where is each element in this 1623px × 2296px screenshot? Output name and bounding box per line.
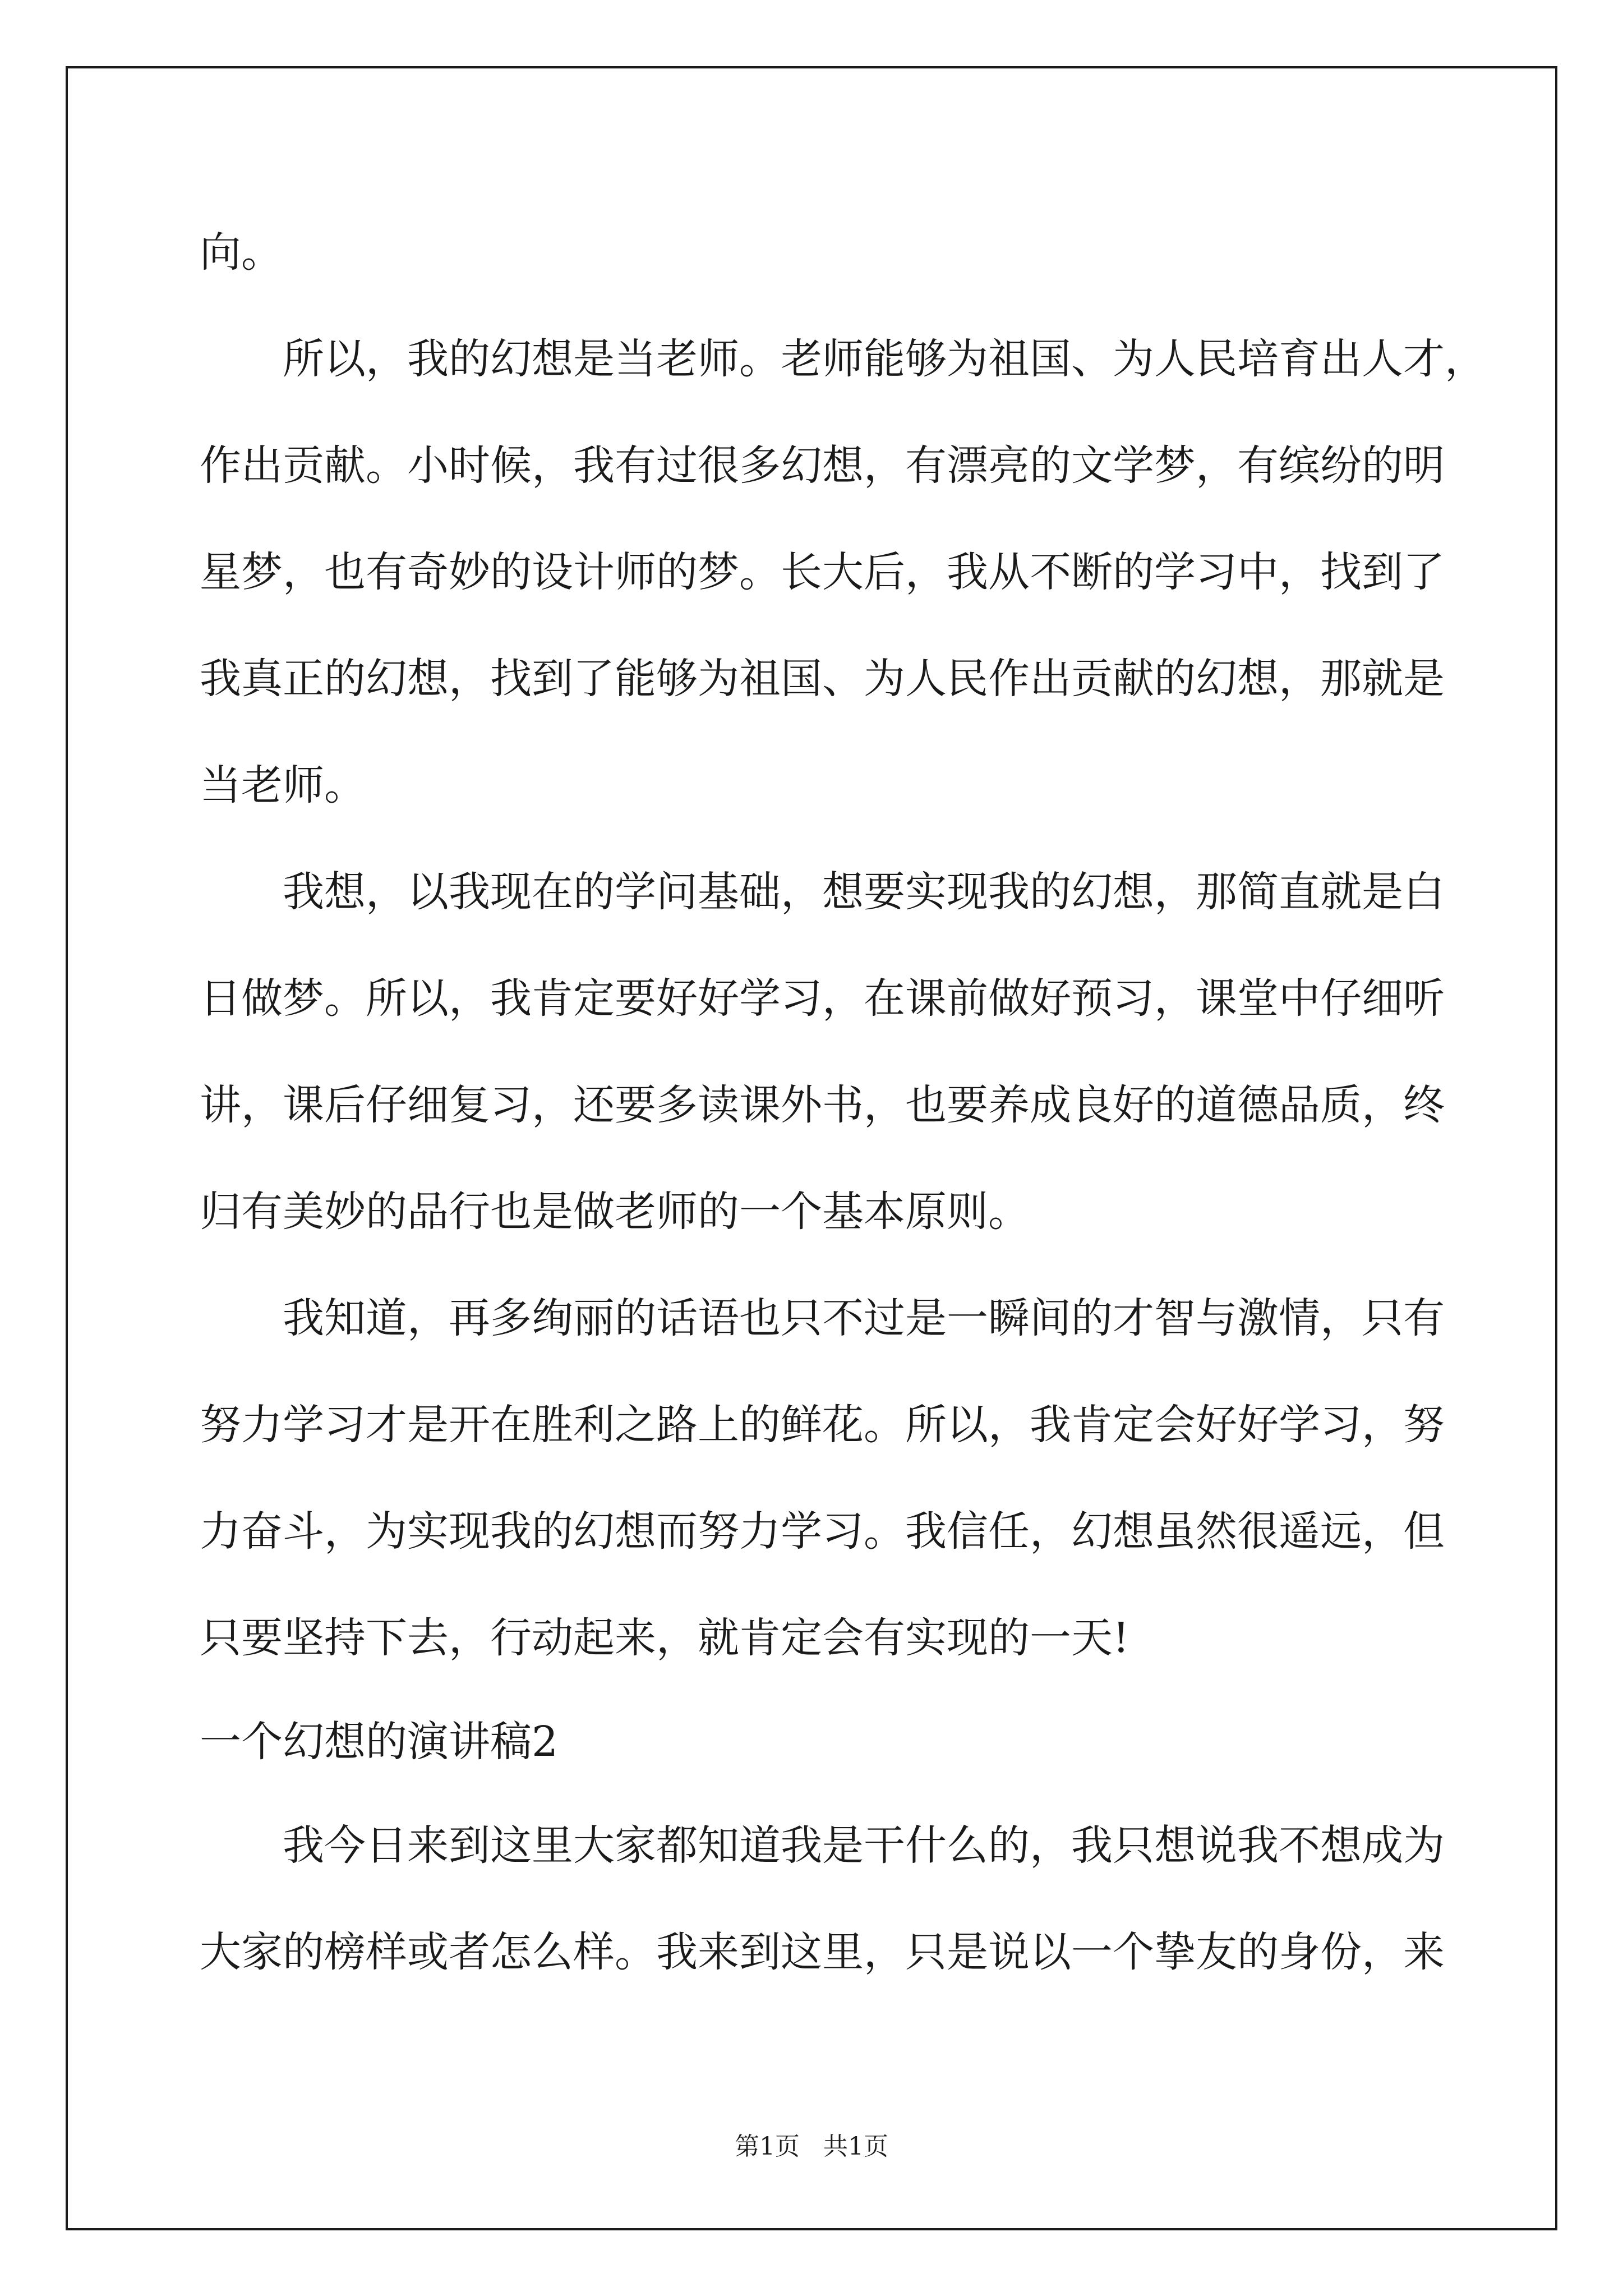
- page-number: 第1页: [735, 2132, 800, 2161]
- section-heading: 一个幻想的演讲稿2: [200, 1718, 559, 1766]
- text-line: 作出贡献。小时候，我有过很多幻想，有漂亮的文学梦，有缤纷的明: [200, 441, 1445, 490]
- text-line: 星梦，也有奇妙的设计师的梦。长大后，我从不断的学习中，找到了: [200, 548, 1445, 596]
- text-line: 大家的榜样或者怎么样。我来到这里，只是说以一个挚友的身份，来: [200, 1928, 1445, 1976]
- text-line: 讲，课后仔细复习，还要多读课外书，也要养成良好的道德品质，终: [200, 1081, 1445, 1129]
- text-line: 归有美妙的品行也是做老师的一个基本原则。: [200, 1188, 1030, 1236]
- paragraph-first-line: 所以，我的幻想是当老师。老师能够为祖国、为人民培育出人才，: [283, 335, 1486, 383]
- text-line: 努力学习才是开在胜利之路上的鲜花。所以，我肯定会好好学习，努: [200, 1401, 1445, 1449]
- text-line: 向。: [200, 228, 283, 277]
- text-line: 日做梦。所以，我肯定要好好学习，在课前做好预习，课堂中仔细听: [200, 974, 1445, 1023]
- page-total: 共1页: [823, 2132, 888, 2161]
- page-footer: [0, 2126, 1623, 2162]
- paragraph-first-line: 我今日来到这里大家都知道我是干什么的，我只想说我不想成为: [283, 1821, 1445, 1870]
- document-body: [200, 199, 1486, 2005]
- text-line: 当老师。: [200, 761, 366, 809]
- paragraph-first-line: 我想，以我现在的学问基础，想要实现我的幻想，那简直就是白: [283, 868, 1445, 916]
- text-line: 力奋斗，为实现我的幻想而努力学习。我信任，幻想虽然很遥远，但: [200, 1507, 1445, 1556]
- text-line: 只要坚持下去，行动起来，就肯定会有实现的一天!: [200, 1614, 1129, 1662]
- paragraph-first-line: 我知道，再多绚丽的话语也只不过是一瞬间的才智与激情，只有: [283, 1294, 1445, 1342]
- text-line: 我真正的幻想，找到了能够为祖国、为人民作出贡献的幻想，那就是: [200, 655, 1445, 703]
